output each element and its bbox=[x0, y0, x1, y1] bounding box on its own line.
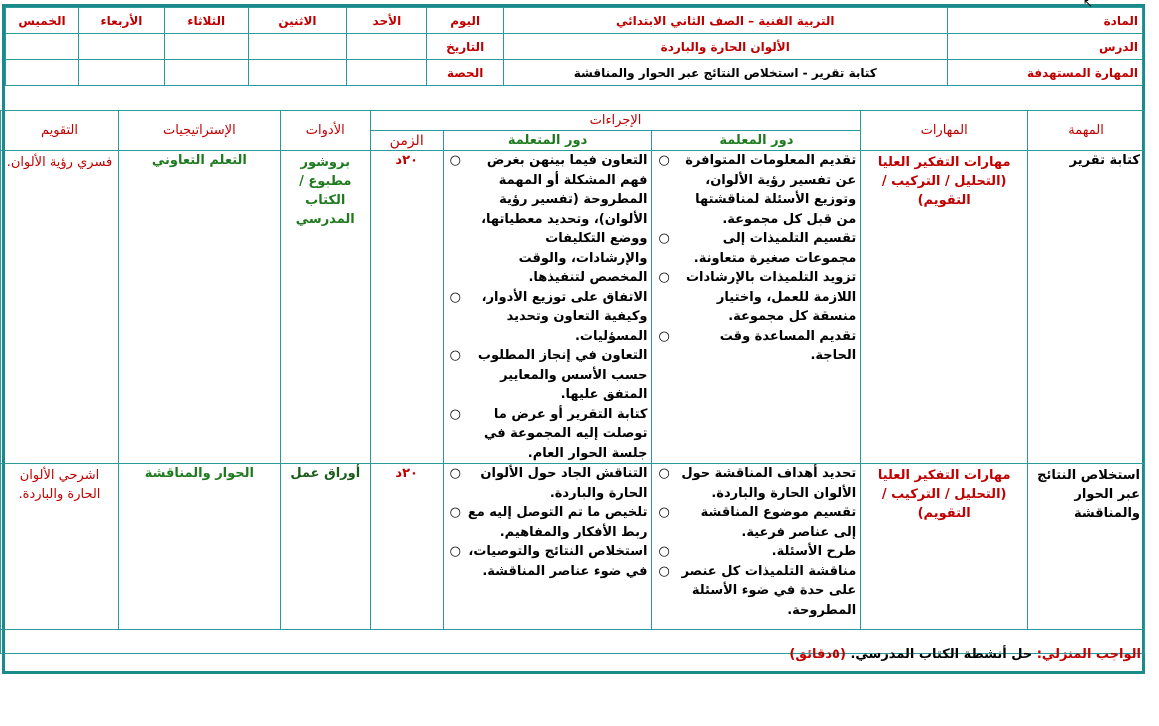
bullet-icon: ○ bbox=[449, 348, 462, 363]
period-cell bbox=[248, 60, 347, 86]
period-cell bbox=[347, 60, 427, 86]
bullet-icon: ○ bbox=[658, 544, 670, 559]
evaluation-cell: اشرحي الألوان الحارة والباردة. bbox=[1, 464, 119, 630]
strategy-cell: التعلم التعاوني bbox=[118, 151, 280, 464]
lesson-value: الألوان الحارة والباردة bbox=[503, 34, 947, 60]
list-item bbox=[656, 229, 856, 268]
list-item bbox=[448, 346, 648, 405]
col-tools: الأدوات bbox=[280, 111, 370, 151]
homework-text: حل أنشطة الكتاب المدرسي. bbox=[850, 647, 1033, 662]
col-task: المهمة bbox=[1028, 111, 1145, 151]
skill-label: المهارة المستهدفة bbox=[947, 60, 1142, 86]
list-item bbox=[656, 464, 856, 503]
col-time: الزمن bbox=[370, 131, 443, 151]
date-cell bbox=[248, 34, 347, 60]
bullet-icon: ○ bbox=[449, 544, 462, 559]
student-steps-list bbox=[448, 464, 648, 581]
day-tuesday: الثلاثاء bbox=[164, 8, 248, 34]
lesson-header-table bbox=[5, 7, 1143, 86]
subject-value: التربية الفنية – الصف الثاني الابتدائي bbox=[503, 8, 947, 34]
date-cell bbox=[79, 34, 165, 60]
step-text: التناقش الجاد حول الألوان الحارة والباردة. bbox=[480, 466, 648, 501]
cursor-icon: ↖ bbox=[1082, 0, 1093, 10]
col-procedures: الإجراءات bbox=[370, 111, 861, 131]
task-cell: كتابة تقرير bbox=[1028, 151, 1145, 464]
day-monday: الاثنين bbox=[248, 8, 347, 34]
step-text: تلخيص ما تم التوصل إليه مع ربط الأفكار والمفاهيم. bbox=[467, 505, 648, 540]
list-item bbox=[656, 268, 856, 327]
homework-line bbox=[789, 647, 1141, 662]
bullet-icon: ○ bbox=[449, 466, 462, 481]
lesson-label: الدرس bbox=[947, 34, 1142, 60]
date-label: التاريخ bbox=[427, 34, 504, 60]
list-item bbox=[448, 405, 648, 464]
step-text: تقسيم التلميذات إلى مجموعات صغيرة متعاونة. bbox=[693, 231, 857, 266]
subject-label: المادة bbox=[947, 8, 1142, 34]
date-cell bbox=[164, 34, 248, 60]
col-evaluation: التقويم bbox=[1, 111, 119, 151]
day-wednesday: الأربعاء bbox=[79, 8, 165, 34]
list-item bbox=[448, 151, 648, 288]
step-text: كتابة التقرير أو عرض ما توصلت إليه المجموعة في جلسة الحوار العام. bbox=[483, 406, 648, 461]
bullet-icon: ○ bbox=[449, 289, 462, 305]
homework-duration: (٥دقائق) bbox=[789, 647, 846, 662]
col-skills: المهارات bbox=[861, 111, 1028, 151]
strategy-cell: الحوار والمناقشة bbox=[118, 464, 280, 630]
lesson-plan-table bbox=[0, 110, 1145, 654]
teacher-steps-list bbox=[656, 151, 856, 366]
date-cell bbox=[6, 34, 79, 60]
day-label: اليوم bbox=[427, 8, 504, 34]
step-text: تقديم المعلومات المتوافرة عن تفسير رؤية الألوان، وتوزيع الأسئلة لمناقشتها من قبل كل مجموعة. bbox=[685, 153, 857, 227]
time-cell: ٢٠د bbox=[370, 151, 443, 464]
teacher-steps-list bbox=[656, 464, 856, 620]
teacher-role-cell bbox=[652, 464, 861, 630]
bullet-icon: ○ bbox=[449, 153, 462, 168]
bullet-icon: ○ bbox=[449, 406, 462, 422]
list-item bbox=[656, 542, 856, 562]
skills-cell: مهارات التفكير العليا (التحليل / التركيب / التقويم) bbox=[861, 151, 1028, 464]
col-teacher-role: دور المعلمة bbox=[652, 131, 861, 151]
evaluation-cell: فسري رؤية الألوان. bbox=[1, 151, 119, 464]
list-item bbox=[656, 151, 856, 229]
bullet-icon: ○ bbox=[658, 505, 670, 520]
period-cell bbox=[79, 60, 165, 86]
student-role-cell bbox=[443, 151, 652, 464]
step-text: التعاون فيما بينهن بغرض فهم المشكلة أو المهمة المطروحة (تفسير رؤية الألوان)، وتحديد معطياتها، ووضع التكليفات والإرشادات، والوقت المخصص لتنفيذها. bbox=[481, 153, 648, 285]
bullet-icon: ○ bbox=[449, 505, 462, 520]
step-text: التعاون في إنجاز المطلوب حسب الأسس والمعايير المتفق عليها. bbox=[477, 348, 648, 402]
step-text: تقديم المساعدة وقت الحاجة. bbox=[719, 328, 857, 363]
step-text: تحديد أهداف المناقشة حول الألوان الحارة والباردة. bbox=[681, 466, 857, 501]
step-text: مناقشة التلميذات كل عنصر على حدة في ضوء الأسئلة المطروحة. bbox=[681, 563, 857, 618]
bullet-icon: ○ bbox=[658, 231, 670, 246]
col-student-role: دور المتعلمة bbox=[443, 131, 652, 151]
student-steps-list bbox=[448, 151, 648, 463]
step-text: تقسيم موضوع المناقشة إلى عناصر فرعية. bbox=[700, 505, 857, 540]
step-text: الاتفاق على توزيع الأدوار، وكيفية التعاون وتحديد المسؤليات. bbox=[481, 289, 648, 344]
list-item bbox=[656, 327, 856, 366]
task-cell: استخلاص النتائج عبر الحوار والمناقشة bbox=[1028, 464, 1145, 630]
bullet-icon: ○ bbox=[658, 466, 670, 481]
list-item bbox=[448, 503, 648, 542]
list-item bbox=[656, 562, 856, 621]
skill-value: كتابة تقرير - استخلاص النتائج عبر الحوار والمناقشة bbox=[503, 60, 947, 86]
period-cell bbox=[164, 60, 248, 86]
bullet-icon: ○ bbox=[658, 563, 670, 579]
list-item bbox=[656, 503, 856, 542]
skills-cell: مهارات التفكير العليا (التحليل / التركيب / التقويم) bbox=[861, 464, 1028, 630]
list-item bbox=[448, 288, 648, 347]
student-role-cell bbox=[443, 464, 652, 630]
date-cell bbox=[347, 34, 427, 60]
list-item bbox=[448, 542, 648, 581]
teacher-role-cell bbox=[652, 151, 861, 464]
bullet-icon: ○ bbox=[658, 328, 670, 344]
period-cell bbox=[6, 60, 79, 86]
day-thursday: الخميس bbox=[6, 8, 79, 34]
bullet-icon: ○ bbox=[658, 270, 670, 285]
homework-label: الواجب المنزلي: bbox=[1036, 647, 1141, 662]
step-text: استخلاص النتائج والتوصيات، في ضوء عناصر المناقشة. bbox=[468, 544, 648, 579]
period-label: الحصة bbox=[427, 60, 504, 86]
day-sunday: الأحد bbox=[347, 8, 427, 34]
tools-cell: بروشور مطبوع / الكتاب المدرسي bbox=[280, 151, 370, 464]
col-strategies: الإستراتيجيات bbox=[118, 111, 280, 151]
bullet-icon: ○ bbox=[658, 153, 670, 168]
step-text: تزويد التلميذات بالإرشادات اللازمة للعمل، واختيار منسقة كل مجموعة. bbox=[685, 270, 857, 324]
step-text: طرح الأسئلة. bbox=[771, 544, 857, 559]
list-item bbox=[448, 464, 648, 503]
time-cell: ٢٠د bbox=[370, 464, 443, 630]
tools-cell: أوراق عمل bbox=[280, 464, 370, 630]
